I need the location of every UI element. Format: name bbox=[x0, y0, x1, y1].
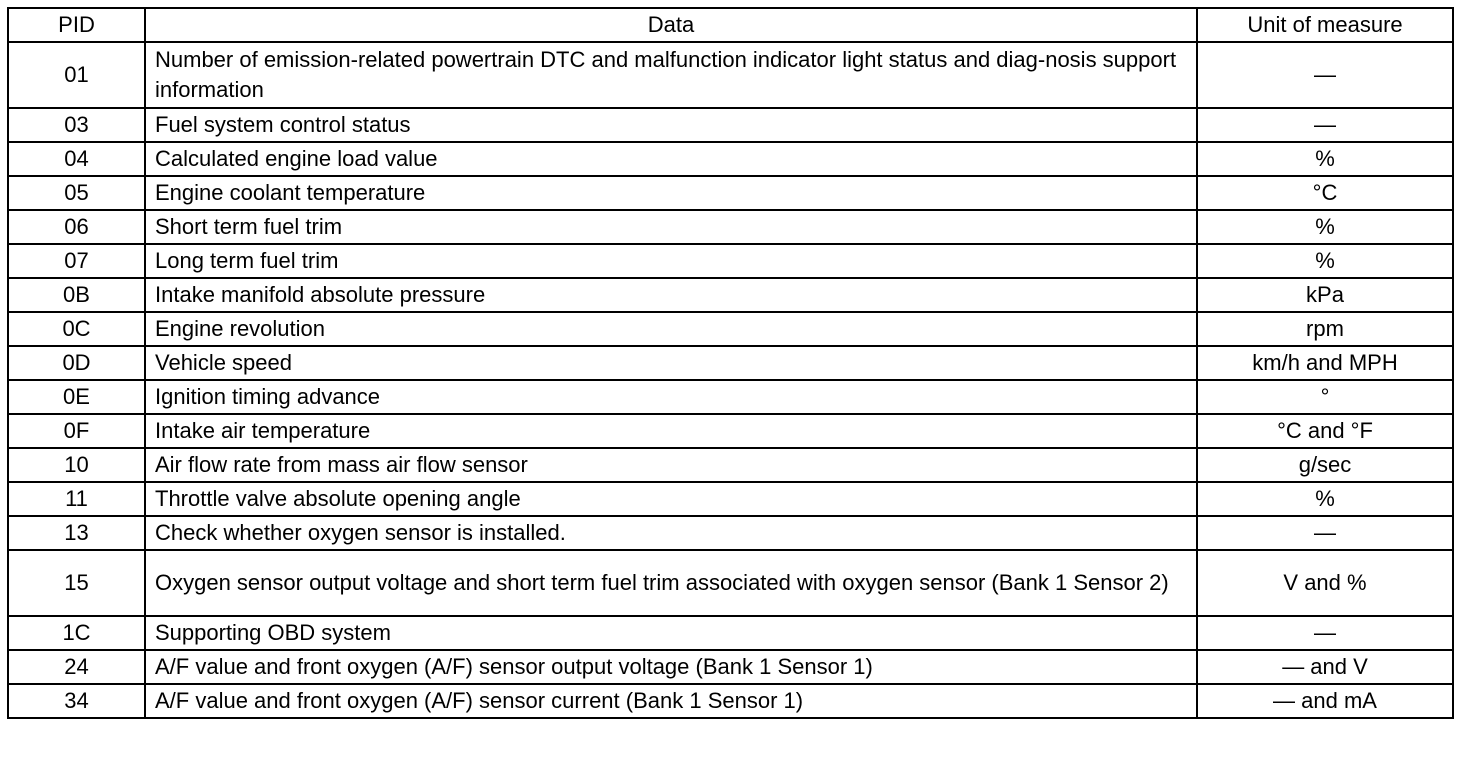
data-cell: Vehicle speed bbox=[145, 346, 1197, 380]
table-row bbox=[8, 550, 1453, 616]
data-cell: A/F value and front oxygen (A/F) sensor output voltage (Bank 1 Sensor 1) bbox=[145, 650, 1197, 684]
unit-cell: % bbox=[1197, 482, 1453, 516]
data-cell: Calculated engine load value bbox=[145, 142, 1197, 176]
unit-cell: g/sec bbox=[1197, 448, 1453, 482]
table-row bbox=[8, 650, 1453, 684]
data-cell: Long term fuel trim bbox=[145, 244, 1197, 278]
table-row bbox=[8, 414, 1453, 448]
pid-table-container bbox=[7, 7, 1454, 719]
unit-cell: — bbox=[1197, 42, 1453, 108]
table-row bbox=[8, 42, 1453, 108]
unit-cell: V and % bbox=[1197, 550, 1453, 616]
pid-cell: 0F bbox=[8, 414, 145, 448]
data-cell: Throttle valve absolute opening angle bbox=[145, 482, 1197, 516]
data-cell: Check whether oxygen sensor is installed. bbox=[145, 516, 1197, 550]
pid-table bbox=[7, 7, 1454, 719]
unit-cell: °C and °F bbox=[1197, 414, 1453, 448]
pid-cell: 0E bbox=[8, 380, 145, 414]
unit-cell: % bbox=[1197, 142, 1453, 176]
data-cell: Intake air temperature bbox=[145, 414, 1197, 448]
table-row bbox=[8, 244, 1453, 278]
unit-cell: — bbox=[1197, 108, 1453, 142]
unit-cell: % bbox=[1197, 244, 1453, 278]
unit-cell: — and mA bbox=[1197, 684, 1453, 718]
table-row bbox=[8, 176, 1453, 210]
unit-cell: rpm bbox=[1197, 312, 1453, 346]
data-cell: Short term fuel trim bbox=[145, 210, 1197, 244]
unit-cell: ° bbox=[1197, 380, 1453, 414]
unit-cell: — bbox=[1197, 616, 1453, 650]
table-row bbox=[8, 210, 1453, 244]
pid-cell: 11 bbox=[8, 482, 145, 516]
data-cell: Air flow rate from mass air flow sensor bbox=[145, 448, 1197, 482]
unit-cell: km/h and MPH bbox=[1197, 346, 1453, 380]
table-row bbox=[8, 312, 1453, 346]
pid-cell: 0D bbox=[8, 346, 145, 380]
pid-cell: 07 bbox=[8, 244, 145, 278]
data-cell: A/F value and front oxygen (A/F) sensor current (Bank 1 Sensor 1) bbox=[145, 684, 1197, 718]
table-row bbox=[8, 346, 1453, 380]
data-cell: Fuel system control status bbox=[145, 108, 1197, 142]
header-unit: Unit of measure bbox=[1197, 8, 1453, 42]
unit-cell: % bbox=[1197, 210, 1453, 244]
table-row bbox=[8, 482, 1453, 516]
pid-cell: 04 bbox=[8, 142, 145, 176]
data-cell: Engine revolution bbox=[145, 312, 1197, 346]
table-row bbox=[8, 380, 1453, 414]
pid-cell: 01 bbox=[8, 42, 145, 108]
header-pid: PID bbox=[8, 8, 145, 42]
table-row bbox=[8, 142, 1453, 176]
data-cell: Engine coolant temperature bbox=[145, 176, 1197, 210]
pid-cell: 0B bbox=[8, 278, 145, 312]
table-row bbox=[8, 684, 1453, 718]
pid-cell: 03 bbox=[8, 108, 145, 142]
pid-cell: 0C bbox=[8, 312, 145, 346]
pid-cell: 06 bbox=[8, 210, 145, 244]
header-data: Data bbox=[145, 8, 1197, 42]
pid-cell: 34 bbox=[8, 684, 145, 718]
unit-cell: °C bbox=[1197, 176, 1453, 210]
table-row bbox=[8, 616, 1453, 650]
pid-cell: 13 bbox=[8, 516, 145, 550]
data-cell: Supporting OBD system bbox=[145, 616, 1197, 650]
data-cell: Number of emission-related powertrain DTC and malfunction indicator light status and diag-nosis support information bbox=[145, 42, 1197, 108]
data-cell: Ignition timing advance bbox=[145, 380, 1197, 414]
data-cell: Intake manifold absolute pressure bbox=[145, 278, 1197, 312]
table-row bbox=[8, 108, 1453, 142]
pid-cell: 15 bbox=[8, 550, 145, 616]
unit-cell: — and V bbox=[1197, 650, 1453, 684]
table-row bbox=[8, 516, 1453, 550]
pid-cell: 10 bbox=[8, 448, 145, 482]
unit-cell: — bbox=[1197, 516, 1453, 550]
unit-cell: kPa bbox=[1197, 278, 1453, 312]
pid-cell: 1C bbox=[8, 616, 145, 650]
pid-cell: 24 bbox=[8, 650, 145, 684]
table-header-row bbox=[8, 8, 1453, 42]
data-cell: Oxygen sensor output voltage and short term fuel trim associated with oxygen sensor (Bank 1 Sensor 2) bbox=[145, 550, 1197, 616]
pid-cell: 05 bbox=[8, 176, 145, 210]
table-row bbox=[8, 448, 1453, 482]
table-row bbox=[8, 278, 1453, 312]
